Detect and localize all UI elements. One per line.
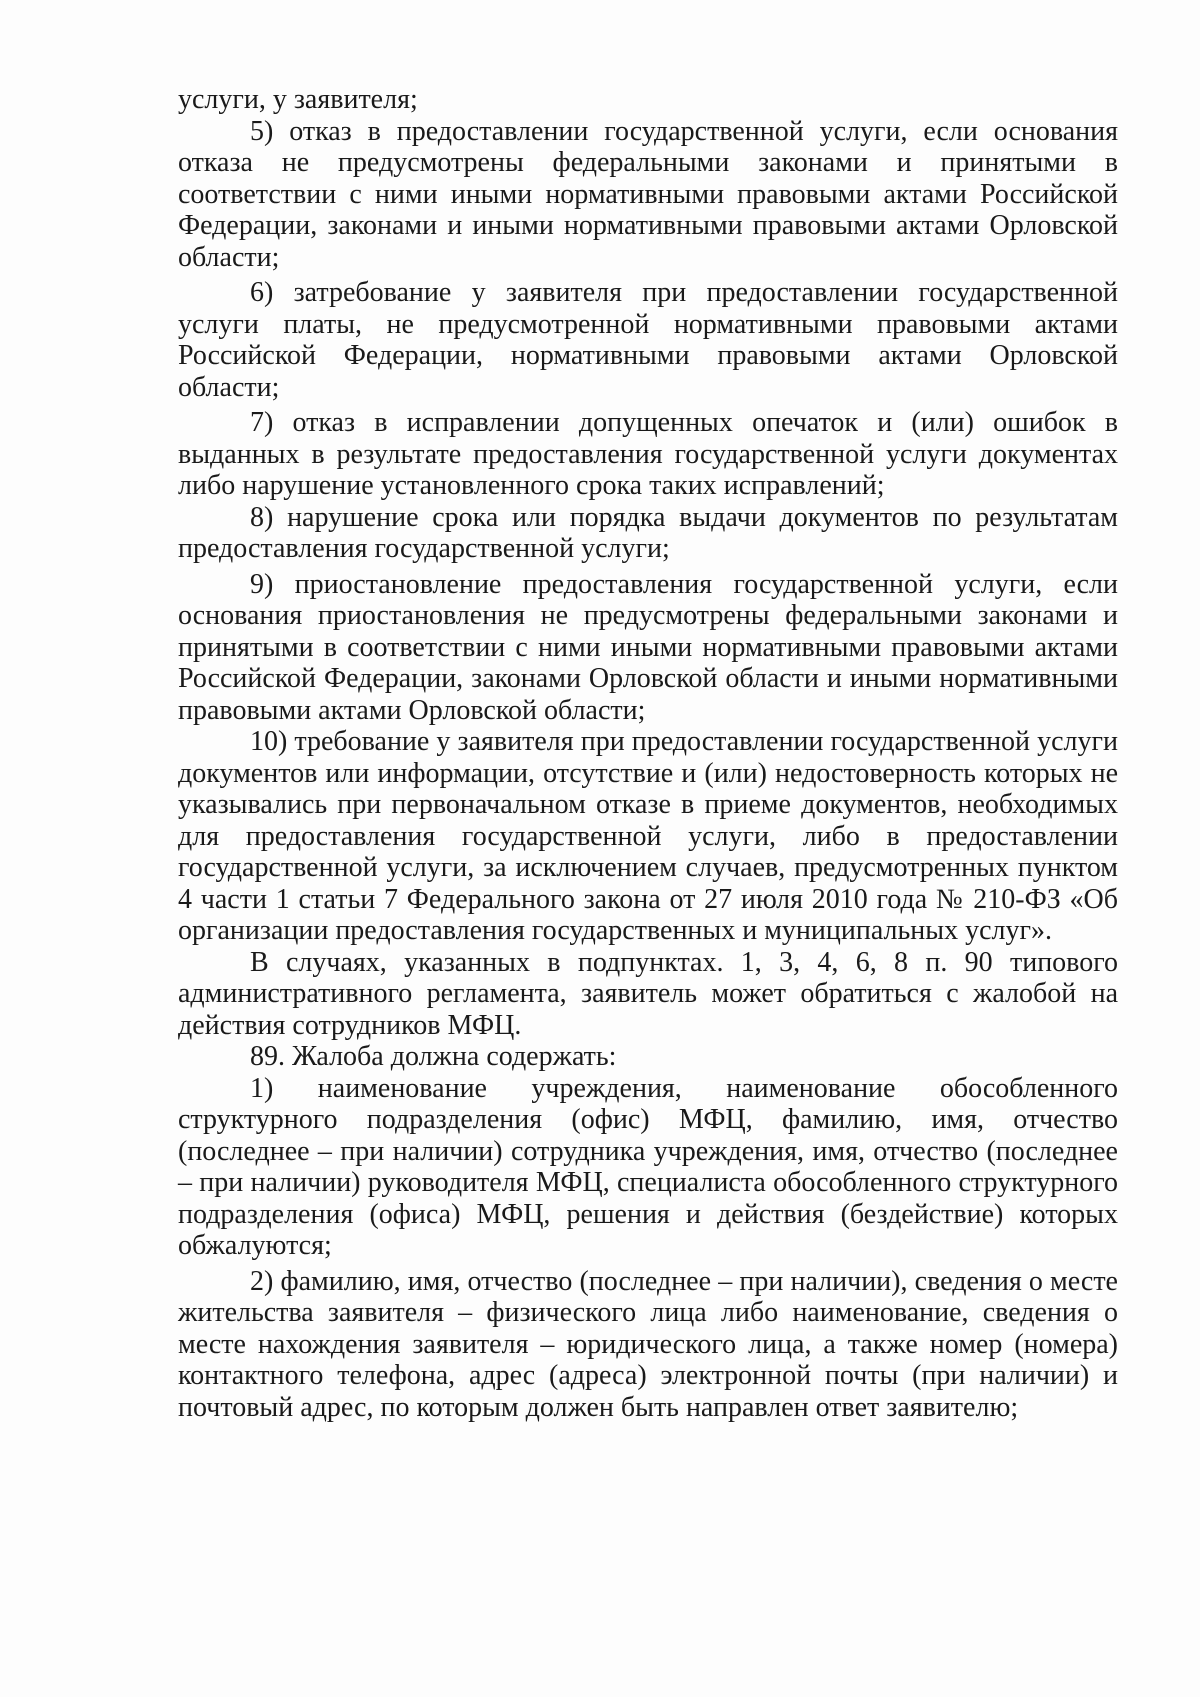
paragraph-continuation: услуги, у заявителя;	[178, 84, 418, 115]
paragraph-item-7: 7) отказ в исправлении допущенных опечаток и (или) ошибок в выданных в результате предоставления государственной услуги документах либо нарушение установленного срока таких исправлений;	[178, 407, 1118, 501]
paragraph-item-10: 10) требование у заявителя при предоставлении государственной услуги документов или информации, отсутствие и (или) недостоверность которых не указывались при первоначальном отказе в приеме документов, необходимых для предоставления государственной услуги, либо в предоставлении государственной услуги, за исключением случаев, предусмотренных пунктом 4 части 1 статьи 7 Федерального закона от 27 июля 2010 года № 210-ФЗ «Об организации предоставления государственных и муниципальных услуг».	[178, 726, 1118, 946]
paragraph-item-8: 8) нарушение срока или порядка выдачи документов по результатам предоставления государственной услуги;	[178, 501, 1118, 564]
paragraph-section-89: 89. Жалоба должна содержать:	[250, 1041, 617, 1072]
paragraph-89-item-1: 1) наименование учреждения, наименование обособленного структурного подразделения (офис) МФЦ, фамилию, имя, отчество (последнее – при наличии) сотрудника учреждения, имя, отчество (последнее – при наличии) руководителя МФЦ, специалиста обособленного структурного подразделения (офиса) МФЦ, решения и действия (бездействие) которых обжалуются;	[178, 1072, 1118, 1261]
paragraph-item-9: 9) приостановление предоставления государственной услуги, если основания приостановления не предусмотрены федеральными законами и принятыми в соответствии с ними иными нормативными правовыми актами Российской Федерации, законами Орловской области и иными нормативными правовыми актами Орловской области;	[178, 568, 1118, 726]
paragraph-cases: В случаях, указанных в подпунктах. 1, 3, 4, 6, 8 п. 90 типового административного регламента, заявитель может обратиться с жалобой на действия сотрудников МФЦ.	[178, 946, 1118, 1041]
paragraph-89-item-2: 2) фамилию, имя, отчество (последнее – при наличии), сведения о месте жительства заявителя – физического лица либо наименование, сведения о месте нахождения заявителя – юридического лица, а также номер (номера) контактного телефона, адрес (адреса) электронной почты (при наличии) и почтовый адрес, по которым должен быть направлен ответ заявителю;	[178, 1265, 1118, 1423]
paragraph-item-6: 6) затребование у заявителя при предоставлении государственной услуги платы, не предусмотренной нормативными правовыми актами Российской Федерации, нормативными правовыми актами Орловской области;	[178, 277, 1118, 403]
paragraph-item-5: 5) отказ в предоставлении государственной услуги, если основания отказа не предусмотрены федеральными законами и принятыми в соответствии с ними иными нормативными правовыми актами Российской Федерации, законами и иными нормативными правовыми актами Орловской области;	[178, 115, 1118, 273]
